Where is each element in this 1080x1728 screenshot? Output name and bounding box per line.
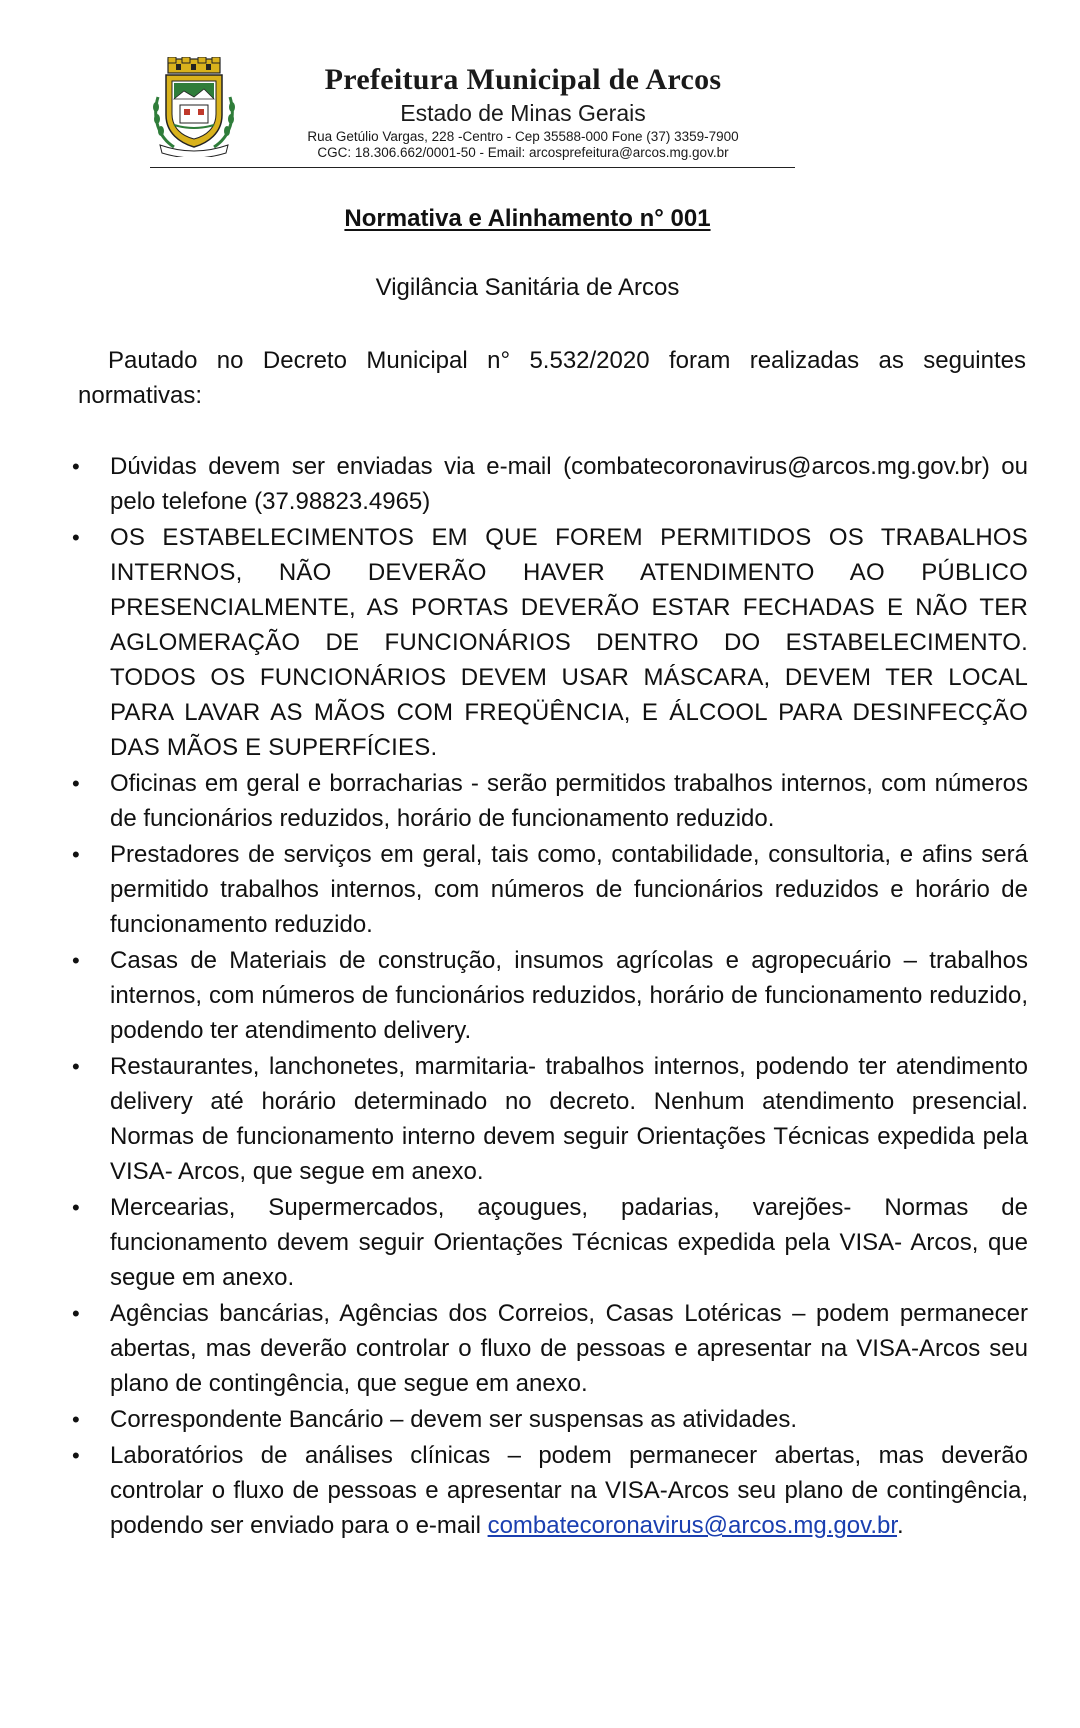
address-line: Rua Getúlio Vargas, 228 -Centro - Cep 35588-000 Fone (37) 3359-7900 bbox=[307, 129, 739, 144]
org-name: Prefeitura Municipal de Arcos bbox=[324, 63, 722, 96]
document-title: Normativa e Alinhamento n° 001 bbox=[344, 205, 711, 232]
bullet-icon: • bbox=[72, 1443, 80, 1468]
bullet-icon: • bbox=[72, 842, 80, 867]
list-item-text: Correspondente Bancário – devem ser suspensas as atividades. bbox=[110, 1406, 798, 1433]
list-item-text-before-link: Laboratórios de análises clínicas – podem permanecer abertas, mas deverão controlar o fluxo de pessoas e apresentar na VISA-Arcos seu plano de contingência, podendo ser enviado para o e-mail bbox=[110, 1442, 1028, 1539]
bullet-icon: • bbox=[72, 771, 80, 796]
registration-email-line: CGC: 18.306.662/0001-50 - Email: arcosprefeitura@arcos.mg.gov.br bbox=[317, 145, 729, 160]
list-item bbox=[70, 943, 1028, 1048]
list-item bbox=[70, 1049, 1028, 1189]
list-item-text: Restaurantes, lanchonetes, marmitaria- trabalhos internos, podendo ter atendimento delivery até horário determinado no decreto. Nenhum atendimento presencial. Normas de funcionamento interno devem seguir Orientações Técnicas expedida pela VISA- Arcos, que segue em anexo. bbox=[110, 1053, 1028, 1185]
list-item bbox=[70, 1296, 1028, 1401]
list-item bbox=[70, 837, 1028, 942]
bullet-icon: • bbox=[72, 525, 80, 550]
list-item-text: Casas de Materiais de construção, insumos agrícolas e agropecuário – trabalhos internos, com números de funcionários reduzidos, horário de funcionamento reduzido, podendo ter atendimento delivery. bbox=[110, 947, 1028, 1044]
list-item bbox=[70, 1402, 1028, 1437]
list-item bbox=[70, 520, 1028, 765]
bullet-icon: • bbox=[72, 1301, 80, 1326]
list-item-text: Oficinas em geral e borracharias - serão permitidos trabalhos internos, com números de funcionários reduzidos, horário de funcionamento reduzido. bbox=[110, 770, 1028, 832]
list-item-text-after-link: . bbox=[897, 1512, 904, 1539]
mural-crown-icon bbox=[168, 57, 220, 73]
bullet-icon: • bbox=[72, 948, 80, 973]
list-item-text bbox=[110, 1438, 1028, 1543]
letterhead bbox=[150, 55, 795, 168]
rules-list bbox=[70, 449, 1028, 1544]
bullet-icon: • bbox=[72, 1054, 80, 1079]
list-item-text: Mercearias, Supermercados, açougues, padarias, varejões- Normas de funcionamento devem seguir Orientações Técnicas expedida pela VISA- Arcos, que segue em anexo. bbox=[110, 1194, 1028, 1291]
list-item bbox=[70, 1438, 1028, 1543]
list-item bbox=[70, 766, 1028, 836]
intro-paragraph: Pautado no Decreto Municipal n° 5.532/2020 foram realizadas as seguintes normativas: bbox=[78, 347, 1026, 409]
list-item-text: Prestadores de serviços em geral, tais como, contabilidade, consultoria, e afins será permitido trabalhos internos, com números de funcionários reduzidos e horário de funcionamento reduzido. bbox=[110, 841, 1028, 938]
list-item bbox=[70, 449, 1028, 519]
bullet-icon: • bbox=[72, 454, 80, 479]
municipal-coat-of-arms-icon bbox=[150, 57, 238, 157]
list-item bbox=[70, 1190, 1028, 1295]
state-name: Estado de Minas Gerais bbox=[400, 100, 646, 126]
document-subtitle: Vigilância Sanitária de Arcos bbox=[375, 274, 680, 301]
list-item-text: OS ESTABELECIMENTOS EM QUE FOREM PERMITIDOS OS TRABALHOS INTERNOS, NÃO DEVERÃO HAVER ATENDIMENTO AO PÚBLICO PRESENCIALMENTE, AS PORTAS DEVERÃO ESTAR FECHADAS E NÃO TER AGLOMERAÇÃO DE FUNCIONÁRIOS DENTRO DO ESTABELECIMENTO. TODOS OS FUNCIONÁRIOS DEVEM USAR MÁSCARA, DEVEM TER LOCAL PARA LAVAR AS MÃOS COM FREQÜÊNCIA, E ÁLCOOL PARA DESINFECÇÃO DAS MÃOS E SUPERFÍCIES. bbox=[110, 524, 1028, 761]
bullet-icon: • bbox=[72, 1407, 80, 1432]
list-item-text: Agências bancárias, Agências dos Correios, Casas Lotéricas – podem permanecer abertas, mas deverão controlar o fluxo de pessoas e apresentar na VISA-Arcos seu plano de contingência, que segue em anexo. bbox=[110, 1300, 1028, 1397]
email-link[interactable]: combatecoronavirus@arcos.mg.gov.br bbox=[487, 1512, 898, 1539]
list-item-text: Dúvidas devem ser enviadas via e-mail (combatecoronavirus@arcos.mg.gov.br) ou pelo telefone (37.98823.4965) bbox=[110, 453, 1028, 515]
bullet-icon: • bbox=[72, 1195, 80, 1220]
